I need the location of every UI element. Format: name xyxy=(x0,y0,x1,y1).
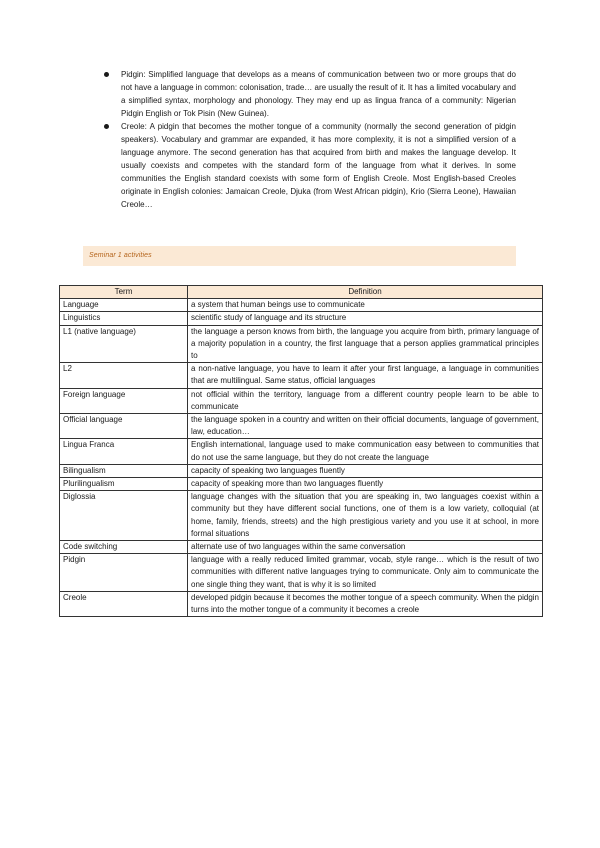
table-row xyxy=(60,478,543,491)
definitions-list xyxy=(104,68,516,211)
term-cell: Lingua Franca xyxy=(60,439,188,464)
bullet-icon xyxy=(104,72,109,77)
list-item xyxy=(104,120,516,211)
term-cell: Plurilingualism xyxy=(60,478,188,491)
definition-cell: language changes with the situation that you are speaking in, two languages coexist within a community but they have different social functions, one of them is a low variety, colloquial (at home, family, friends, streets) and the high prestigious variety and you use it at school, in more formal situations xyxy=(188,491,543,541)
term-cell: Linguistics xyxy=(60,312,188,325)
section-heading-bar xyxy=(83,246,516,266)
table-row xyxy=(60,464,543,477)
table-row xyxy=(60,312,543,325)
term-cell: Bilingualism xyxy=(60,464,188,477)
section-heading: Seminar 1 activities xyxy=(89,252,152,259)
definition-cell: English international, language used to make communication easy between to communities that do not use the same language, but they do not create the language xyxy=(188,439,543,464)
table-row xyxy=(60,363,543,388)
term-cell: L1 (native language) xyxy=(60,325,188,363)
table-row xyxy=(60,414,543,439)
term-cell: Creole xyxy=(60,591,188,616)
table-row xyxy=(60,388,543,413)
bullet-icon xyxy=(104,124,109,129)
bullet-text-pidgin: Pidgin: Simplified language that develops as a means of communication between two or more groups that do not have a language in common: colonisation, trade… are usually the result of it. It has a limited vocabulary and a simplified syntax, morphology and phonology. They may end up as lingua franca of a community: Nigerian Pidgin English or Tok Pisin (New Guinea). xyxy=(121,70,516,118)
definition-cell: alternate use of two languages within the same conversation xyxy=(188,541,543,554)
term-cell: Official language xyxy=(60,414,188,439)
definition-cell: the language a person knows from birth, the language you acquire from birth, primary language of a majority population in a country, the first language that a person applies grammatical principles to xyxy=(188,325,543,363)
definition-cell: the language spoken in a country and written on their official documents, language of government, law, education… xyxy=(188,414,543,439)
definition-cell: a non-native language, you have to learn it after your first language, a language in communities that are multilingual. Same status, official languages xyxy=(188,363,543,388)
terms-table xyxy=(59,285,543,617)
term-cell: Foreign language xyxy=(60,388,188,413)
term-cell: Pidgin xyxy=(60,554,188,592)
bullet-text-creole: Creole: A pidgin that becomes the mother tongue of a community (normally the second generation of pidgin speakers). Vocabulary and grammar are expanded, it has more complexity, it is not a simplified version of a language anymore. The second generation has that acquired from birth and makes the language develop. It usually coexists and competes with the standard form of the language from what it derives. In some communities the English standard coexists with some form of English Creole. Most English-based Creoles originate in English colonies: Jamaican Creole, Djuka (from West African pidgin), Krio (Sierra Leone), Hawaiian Creole… xyxy=(121,122,516,209)
definition-cell: not official within the territory, language from a different country people learn to be able to communicate xyxy=(188,388,543,413)
table-body xyxy=(60,299,543,617)
definition-cell: a system that human beings use to communicate xyxy=(188,299,543,312)
definition-cell: scientific study of language and its structure xyxy=(188,312,543,325)
table-row xyxy=(60,491,543,541)
term-cell: L2 xyxy=(60,363,188,388)
term-cell: Diglossia xyxy=(60,491,188,541)
term-cell: Language xyxy=(60,299,188,312)
table-row xyxy=(60,325,543,363)
table-row xyxy=(60,299,543,312)
definition-cell: capacity of speaking more than two languages fluently xyxy=(188,478,543,491)
definition-cell: developed pidgin because it becomes the mother tongue of a speech community. When the pidgin turns into the mother tongue of a community it becomes a creole xyxy=(188,591,543,616)
header-definition: Definition xyxy=(188,286,543,299)
table-row xyxy=(60,554,543,592)
table-header-row xyxy=(60,286,543,299)
list-item xyxy=(104,68,516,120)
header-term: Term xyxy=(60,286,188,299)
table-row xyxy=(60,541,543,554)
table-row xyxy=(60,439,543,464)
definition-cell: language with a really reduced limited grammar, vocab, style range… which is the result of two communities with different native languages trying to communicate. Only aim to communicate the one single thing they want, that is why it is so limited xyxy=(188,554,543,592)
table-row xyxy=(60,591,543,616)
term-cell: Code switching xyxy=(60,541,188,554)
definition-cell: capacity of speaking two languages fluently xyxy=(188,464,543,477)
